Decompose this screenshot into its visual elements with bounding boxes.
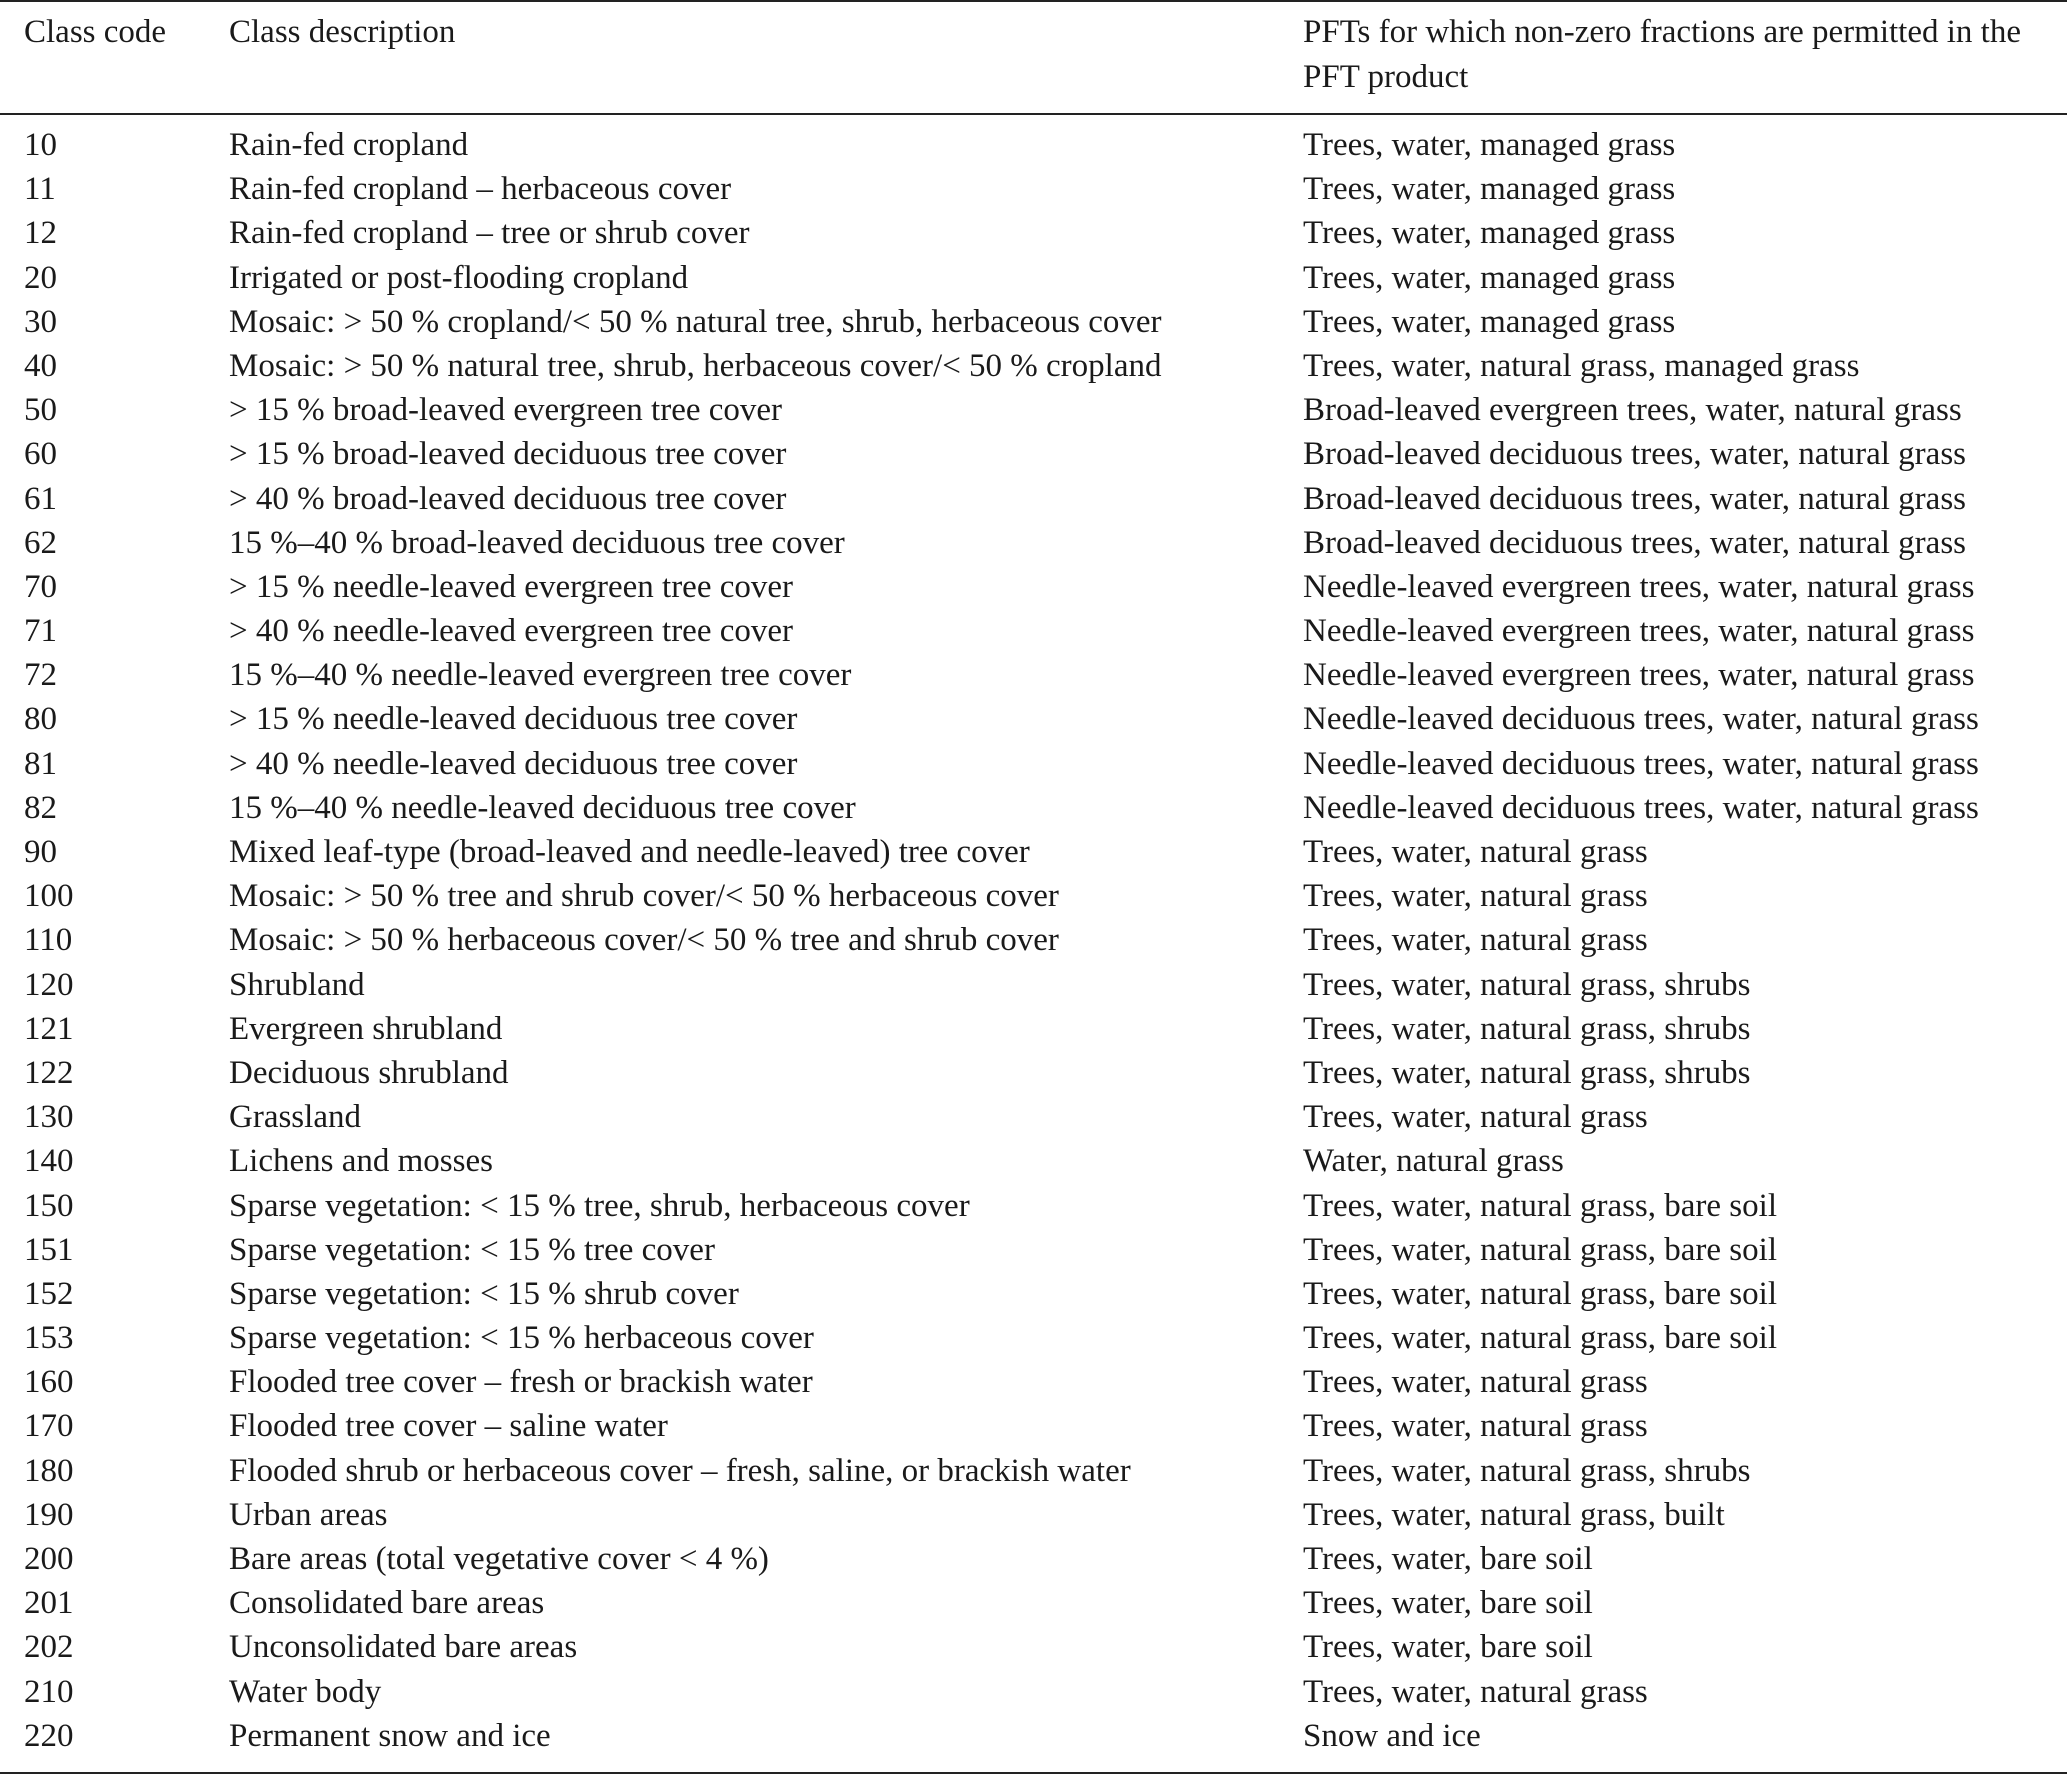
table-row bbox=[0, 742, 2067, 786]
pfts-cell: Needle-leaved deciduous trees, water, natural grass bbox=[1303, 789, 1979, 826]
table-row bbox=[0, 432, 2067, 476]
class-description-cell: Mosaic: > 50 % tree and shrub cover/< 50 % herbaceous cover bbox=[229, 878, 1059, 915]
header-rule bbox=[0, 113, 2067, 115]
class-description-cell: Rain-fed cropland – tree or shrub cover bbox=[229, 215, 750, 252]
pfts-cell: Trees, water, bare soil bbox=[1303, 1585, 1593, 1622]
pfts-cell: Trees, water, natural grass bbox=[1303, 1673, 1648, 1710]
pfts-cell: Trees, water, managed grass bbox=[1303, 259, 1676, 296]
class-code-cell: 122 bbox=[24, 1054, 74, 1091]
table-row bbox=[0, 1228, 2067, 1272]
class-description-cell: Sparse vegetation: < 15 % shrub cover bbox=[229, 1275, 739, 1312]
table-row bbox=[0, 1404, 2067, 1448]
pfts-cell: Trees, water, bare soil bbox=[1303, 1541, 1593, 1577]
pfts-cell: Trees, water, natural grass, bare soil bbox=[1303, 1320, 1777, 1357]
class-description-cell: Unconsolidated bare areas bbox=[229, 1629, 578, 1666]
class-description-cell: Rain-fed cropland bbox=[229, 127, 469, 163]
table-row bbox=[0, 1581, 2067, 1625]
class-code-cell: 80 bbox=[24, 701, 57, 738]
class-code-cell: 10 bbox=[24, 127, 57, 163]
class-description-cell: Irrigated or post-flooding cropland bbox=[229, 259, 689, 296]
table-row bbox=[0, 521, 2067, 565]
class-code-cell: 62 bbox=[24, 524, 57, 561]
class-description-cell: Permanent snow and ice bbox=[229, 1717, 551, 1754]
pfts-cell: Trees, water, natural grass, bare soil bbox=[1303, 1275, 1777, 1312]
pfts-cell: Trees, water, bare soil bbox=[1303, 1629, 1593, 1666]
top-rule bbox=[0, 0, 2067, 2]
pfts-cell: Needle-leaved evergreen trees, water, natural grass bbox=[1303, 613, 1975, 650]
class-description-cell: Rain-fed cropland – herbaceous cover bbox=[229, 171, 732, 208]
pfts-cell: Needle-leaved deciduous trees, water, natural grass bbox=[1303, 701, 1979, 738]
table-row bbox=[0, 1449, 2067, 1493]
table-row bbox=[0, 1360, 2067, 1404]
table-row bbox=[0, 1625, 2067, 1669]
table-row bbox=[0, 786, 2067, 830]
pfts-cell: Trees, water, natural grass, managed grass bbox=[1303, 347, 1860, 384]
table-row bbox=[0, 300, 2067, 344]
class-description-cell: Sparse vegetation: < 15 % tree cover bbox=[229, 1231, 715, 1268]
pfts-cell: Needle-leaved evergreen trees, water, natural grass bbox=[1303, 568, 1975, 605]
class-code-cell: 110 bbox=[24, 922, 73, 959]
class-code-cell: 201 bbox=[24, 1585, 74, 1622]
class-code-cell: 100 bbox=[24, 878, 74, 915]
pfts-cell: Water, natural grass bbox=[1303, 1143, 1564, 1180]
table-body bbox=[0, 123, 2067, 1758]
class-description-cell: 15 %–40 % needle-leaved evergreen tree cover bbox=[229, 657, 852, 694]
pfts-cell: Trees, water, managed grass bbox=[1303, 303, 1676, 340]
class-description-cell: Grassland bbox=[229, 1099, 361, 1136]
class-code-cell: 130 bbox=[24, 1099, 74, 1136]
class-code-cell: 11 bbox=[24, 171, 56, 208]
class-description-cell: Flooded tree cover – fresh or brackish water bbox=[229, 1364, 813, 1401]
pfts-cell: Broad-leaved deciduous trees, water, natural grass bbox=[1303, 524, 1966, 561]
class-code-cell: 210 bbox=[24, 1673, 74, 1710]
class-code-cell: 12 bbox=[24, 215, 57, 252]
class-code-cell: 120 bbox=[24, 966, 74, 1003]
class-description-cell: Flooded tree cover – saline water bbox=[229, 1408, 668, 1445]
pfts-cell: Trees, water, managed grass bbox=[1303, 171, 1676, 208]
class-code-cell: 60 bbox=[24, 436, 57, 473]
class-description-cell: > 15 % needle-leaved deciduous tree cover bbox=[229, 701, 798, 738]
table-row bbox=[0, 1184, 2067, 1228]
pfts-cell: Trees, water, natural grass bbox=[1303, 1364, 1648, 1401]
table-row bbox=[0, 830, 2067, 874]
class-description-cell: Sparse vegetation: < 15 % herbaceous cover bbox=[229, 1320, 814, 1357]
table-row bbox=[0, 344, 2067, 388]
class-description-cell: > 40 % broad-leaved deciduous tree cover bbox=[229, 480, 787, 517]
pfts-cell: Broad-leaved deciduous trees, water, natural grass bbox=[1303, 436, 1966, 473]
class-code-cell: 90 bbox=[24, 834, 57, 870]
table-row bbox=[0, 211, 2067, 255]
class-description-cell: Shrubland bbox=[229, 966, 365, 1003]
class-description-cell: Mosaic: > 50 % herbaceous cover/< 50 % tree and shrub cover bbox=[229, 922, 1059, 959]
class-code-cell: 150 bbox=[24, 1187, 74, 1224]
pfts-cell: Trees, water, natural grass, shrubs bbox=[1303, 966, 1751, 1003]
pfts-cell: Needle-leaved deciduous trees, water, natural grass bbox=[1303, 745, 1979, 782]
pfts-cell: Trees, water, natural grass bbox=[1303, 922, 1648, 959]
table-row bbox=[0, 1537, 2067, 1581]
class-code-cell: 220 bbox=[24, 1717, 74, 1754]
class-description-cell: > 40 % needle-leaved deciduous tree cover bbox=[229, 745, 798, 782]
table-row bbox=[0, 123, 2067, 167]
class-code-cell: 70 bbox=[24, 568, 57, 605]
table-row bbox=[0, 1670, 2067, 1714]
class-description-cell: Flooded shrub or herbaceous cover – fresh, saline, or brackish water bbox=[229, 1452, 1131, 1489]
table-row bbox=[0, 609, 2067, 653]
pfts-cell: Trees, water, natural grass, bare soil bbox=[1303, 1187, 1777, 1224]
class-code-cell: 202 bbox=[24, 1629, 74, 1666]
class-description-cell: > 15 % needle-leaved evergreen tree cover bbox=[229, 568, 794, 605]
pfts-cell: Trees, water, natural grass, shrubs bbox=[1303, 1054, 1751, 1091]
table-row bbox=[0, 477, 2067, 521]
pfts-cell: Trees, water, managed grass bbox=[1303, 215, 1676, 252]
table-row bbox=[0, 1714, 2067, 1758]
class-code-cell: 71 bbox=[24, 613, 57, 650]
pfts-cell: Needle-leaved evergreen trees, water, natural grass bbox=[1303, 657, 1975, 694]
table-row bbox=[0, 653, 2067, 697]
table-row bbox=[0, 1272, 2067, 1316]
class-description-cell: Sparse vegetation: < 15 % tree, shrub, herbaceous cover bbox=[229, 1187, 970, 1224]
pfts-cell: Broad-leaved evergreen trees, water, natural grass bbox=[1303, 392, 1962, 429]
class-code-cell: 81 bbox=[24, 745, 57, 782]
class-description-cell: 15 %–40 % needle-leaved deciduous tree cover bbox=[229, 789, 856, 826]
class-description-cell: Consolidated bare areas bbox=[229, 1585, 545, 1622]
pfts-cell: Trees, water, natural grass, shrubs bbox=[1303, 1010, 1751, 1047]
table-row bbox=[0, 1316, 2067, 1360]
table-row bbox=[0, 1139, 2067, 1183]
table-row bbox=[0, 1051, 2067, 1095]
class-code-cell: 121 bbox=[24, 1010, 74, 1047]
class-description-cell: Mixed leaf-type (broad-leaved and needle-leaved) tree cover bbox=[229, 834, 1030, 870]
class-description-cell: Lichens and mosses bbox=[229, 1143, 493, 1180]
class-description-cell: Deciduous shrubland bbox=[229, 1054, 509, 1091]
table-row bbox=[0, 1493, 2067, 1537]
pfts-cell: Trees, water, natural grass, bare soil bbox=[1303, 1231, 1777, 1268]
table-row bbox=[0, 1095, 2067, 1139]
bottom-rule bbox=[0, 1772, 2067, 1774]
table-row bbox=[0, 1007, 2067, 1051]
class-code-cell: 40 bbox=[24, 347, 57, 384]
table-row bbox=[0, 388, 2067, 432]
class-code-cell: 30 bbox=[24, 303, 57, 340]
class-code-cell: 50 bbox=[24, 392, 57, 429]
class-description-cell: Evergreen shrubland bbox=[229, 1010, 503, 1047]
class-code-cell: 140 bbox=[24, 1143, 74, 1180]
pfts-cell: Trees, water, natural grass bbox=[1303, 1408, 1648, 1445]
table-row bbox=[0, 167, 2067, 211]
pfts-cell: Snow and ice bbox=[1303, 1717, 1481, 1754]
class-code-cell: 170 bbox=[24, 1408, 74, 1445]
class-code-cell: 200 bbox=[24, 1541, 74, 1577]
pfts-cell: Trees, water, natural grass bbox=[1303, 1099, 1648, 1136]
class-code-cell: 61 bbox=[24, 480, 57, 517]
pfts-cell: Trees, water, managed grass bbox=[1303, 127, 1676, 163]
class-code-cell: 82 bbox=[24, 789, 57, 826]
table-row bbox=[0, 697, 2067, 741]
header-class-code: Class code bbox=[24, 14, 167, 50]
class-description-cell: Bare areas (total vegetative cover < 4 %) bbox=[229, 1541, 769, 1577]
class-description-cell: Mosaic: > 50 % cropland/< 50 % natural tree, shrub, herbaceous cover bbox=[229, 303, 1162, 340]
class-code-cell: 180 bbox=[24, 1452, 74, 1489]
header-pfts: PFTs for which non-zero fractions are permitted in the PFT product bbox=[1303, 14, 2021, 95]
class-code-cell: 153 bbox=[24, 1320, 74, 1357]
class-code-cell: 190 bbox=[24, 1496, 74, 1533]
table-row bbox=[0, 256, 2067, 300]
class-code-cell: 152 bbox=[24, 1275, 74, 1312]
class-description-cell: Mosaic: > 50 % natural tree, shrub, herbaceous cover/< 50 % cropland bbox=[229, 347, 1162, 384]
class-description-cell: > 40 % needle-leaved evergreen tree cover bbox=[229, 613, 794, 650]
pfts-cell: Trees, water, natural grass, built bbox=[1303, 1496, 1725, 1533]
header-class-description: Class description bbox=[229, 14, 456, 50]
class-description-cell: 15 %–40 % broad-leaved deciduous tree cover bbox=[229, 524, 845, 561]
class-description-cell: > 15 % broad-leaved deciduous tree cover bbox=[229, 436, 787, 473]
pfts-cell: Trees, water, natural grass, shrubs bbox=[1303, 1452, 1751, 1489]
class-code-cell: 151 bbox=[24, 1231, 74, 1268]
class-description-cell: Water body bbox=[229, 1673, 382, 1710]
table-row bbox=[0, 565, 2067, 609]
pfts-cell: Broad-leaved deciduous trees, water, natural grass bbox=[1303, 480, 1966, 517]
class-code-cell: 72 bbox=[24, 657, 57, 694]
pfts-cell: Trees, water, natural grass bbox=[1303, 878, 1648, 915]
class-description-cell: > 15 % broad-leaved evergreen tree cover bbox=[229, 392, 783, 429]
pfts-cell: Trees, water, natural grass bbox=[1303, 834, 1648, 870]
class-description-cell: Urban areas bbox=[229, 1496, 388, 1533]
table-row bbox=[0, 874, 2067, 918]
class-code-cell: 20 bbox=[24, 259, 57, 296]
class-code-cell: 160 bbox=[24, 1364, 74, 1401]
table-row bbox=[0, 963, 2067, 1007]
table-row bbox=[0, 918, 2067, 962]
